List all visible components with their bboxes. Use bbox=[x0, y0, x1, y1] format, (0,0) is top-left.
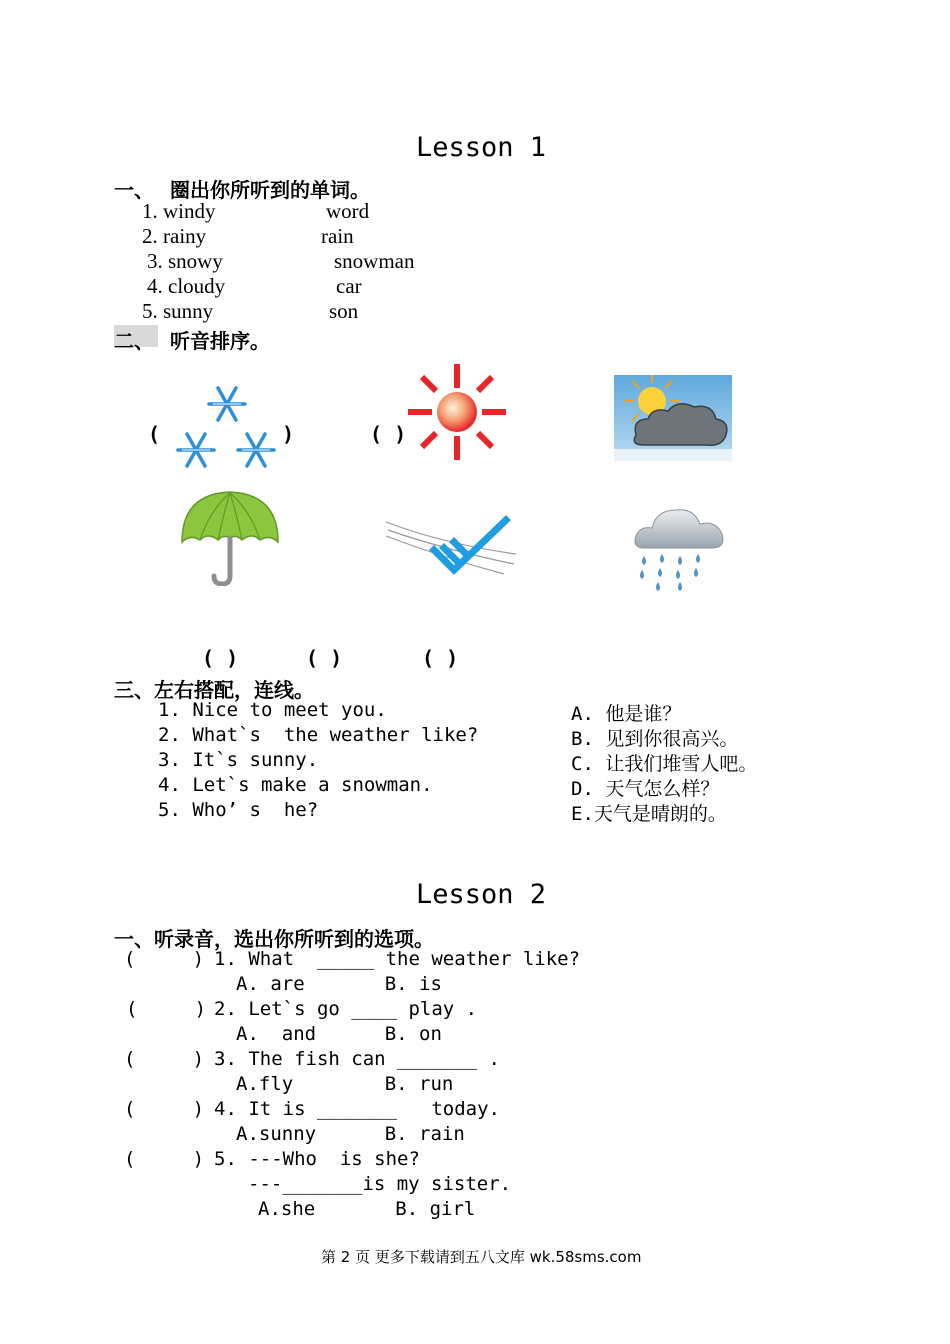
match-left-2[interactable]: 2. What`s the weather like? bbox=[158, 724, 479, 746]
word-option-b5[interactable]: son bbox=[329, 299, 359, 323]
answer-paren-q1[interactable]: ( ) bbox=[124, 948, 205, 970]
answer-paren-q5[interactable]: ( ) bbox=[124, 1148, 205, 1170]
answer-paren-4: ( ) bbox=[202, 646, 239, 670]
section3-title: 三、左右搭配，连线。 bbox=[114, 678, 314, 702]
answer-paren-close-1: ) bbox=[282, 422, 295, 446]
page-footer: 第 2 页 更多下载请到五八文库 wk.58sms.com bbox=[321, 1248, 642, 1266]
match-left-1[interactable]: 1. Nice to meet you. bbox=[158, 699, 387, 721]
match-left-5[interactable]: 5. Who’ s he? bbox=[158, 799, 319, 821]
snowflakes-icon bbox=[172, 380, 282, 472]
answer-paren-2: ( ) bbox=[370, 422, 407, 446]
answer-paren-q2[interactable]: ( ) bbox=[126, 998, 207, 1020]
word-option-b1[interactable]: word bbox=[326, 199, 370, 223]
section2-title: 听音排序。 bbox=[170, 329, 270, 353]
word-option-a2[interactable]: 2. rainy bbox=[142, 224, 207, 248]
answer-paren-q4[interactable]: ( ) bbox=[124, 1098, 205, 1120]
match-right-b[interactable]: B. 见到你很高兴。 bbox=[571, 728, 739, 750]
question-1: 1. What _____ the weather like? bbox=[214, 948, 581, 970]
question-5: 5. ---Who is she? bbox=[214, 1148, 420, 1170]
wind-icon bbox=[384, 514, 520, 578]
answer-paren-open-1: ( bbox=[148, 422, 161, 446]
question-2-options[interactable]: A. and B. on bbox=[236, 1023, 442, 1045]
question-3: 3. The fish can _______ . bbox=[214, 1048, 500, 1070]
match-left-4[interactable]: 4. Let`s make a snowman. bbox=[158, 774, 433, 796]
word-option-a3[interactable]: 3. snowy bbox=[147, 249, 223, 273]
question-4: 4. It is _______ today. bbox=[214, 1098, 500, 1120]
word-option-b4[interactable]: car bbox=[336, 274, 362, 298]
word-option-a4[interactable]: 4. cloudy bbox=[147, 274, 226, 298]
section2-number: 二、 bbox=[114, 325, 158, 347]
sun-cloud-icon bbox=[614, 375, 732, 461]
question-1-options[interactable]: A. are B. is bbox=[236, 973, 442, 995]
match-right-e[interactable]: E.天气是晴朗的。 bbox=[571, 803, 727, 825]
word-option-a1[interactable]: 1. windy bbox=[142, 199, 216, 223]
umbrella-icon bbox=[180, 490, 280, 586]
question-5-line2: ---_______is my sister. bbox=[248, 1173, 512, 1195]
word-option-b2[interactable]: rain bbox=[321, 224, 354, 248]
match-right-a[interactable]: A. 他是谁？ bbox=[571, 703, 682, 725]
question-2: 2. Let`s go ____ play . bbox=[214, 998, 478, 1020]
question-3-options[interactable]: A.fly B. run bbox=[236, 1073, 454, 1095]
match-right-d[interactable]: D. 天气怎么样？ bbox=[571, 778, 720, 800]
sun-icon bbox=[406, 362, 508, 462]
lesson1-title: Lesson 1 bbox=[416, 132, 547, 163]
answer-paren-6: ( ) bbox=[422, 646, 459, 670]
lesson2-title: Lesson 2 bbox=[416, 879, 547, 910]
rain-cloud-icon bbox=[632, 500, 726, 594]
match-left-3[interactable]: 3. It`s sunny. bbox=[158, 749, 319, 771]
lesson2-section1-title: 一、听录音，选出你所听到的选项。 bbox=[114, 927, 434, 951]
section1-number: 一、 bbox=[114, 178, 154, 202]
question-5-options[interactable]: A.she B. girl bbox=[258, 1198, 476, 1220]
answer-paren-q3[interactable]: ( ) bbox=[124, 1048, 205, 1070]
word-option-b3[interactable]: snowman bbox=[334, 249, 415, 273]
section1-title: 圈出你所听到的单词。 bbox=[170, 178, 370, 202]
question-4-options[interactable]: A.sunny B. rain bbox=[236, 1123, 465, 1145]
match-right-c[interactable]: C. 让我们堆雪人吧。 bbox=[571, 753, 758, 775]
answer-paren-5: ( ) bbox=[306, 646, 343, 670]
word-option-a5[interactable]: 5. sunny bbox=[142, 299, 214, 323]
